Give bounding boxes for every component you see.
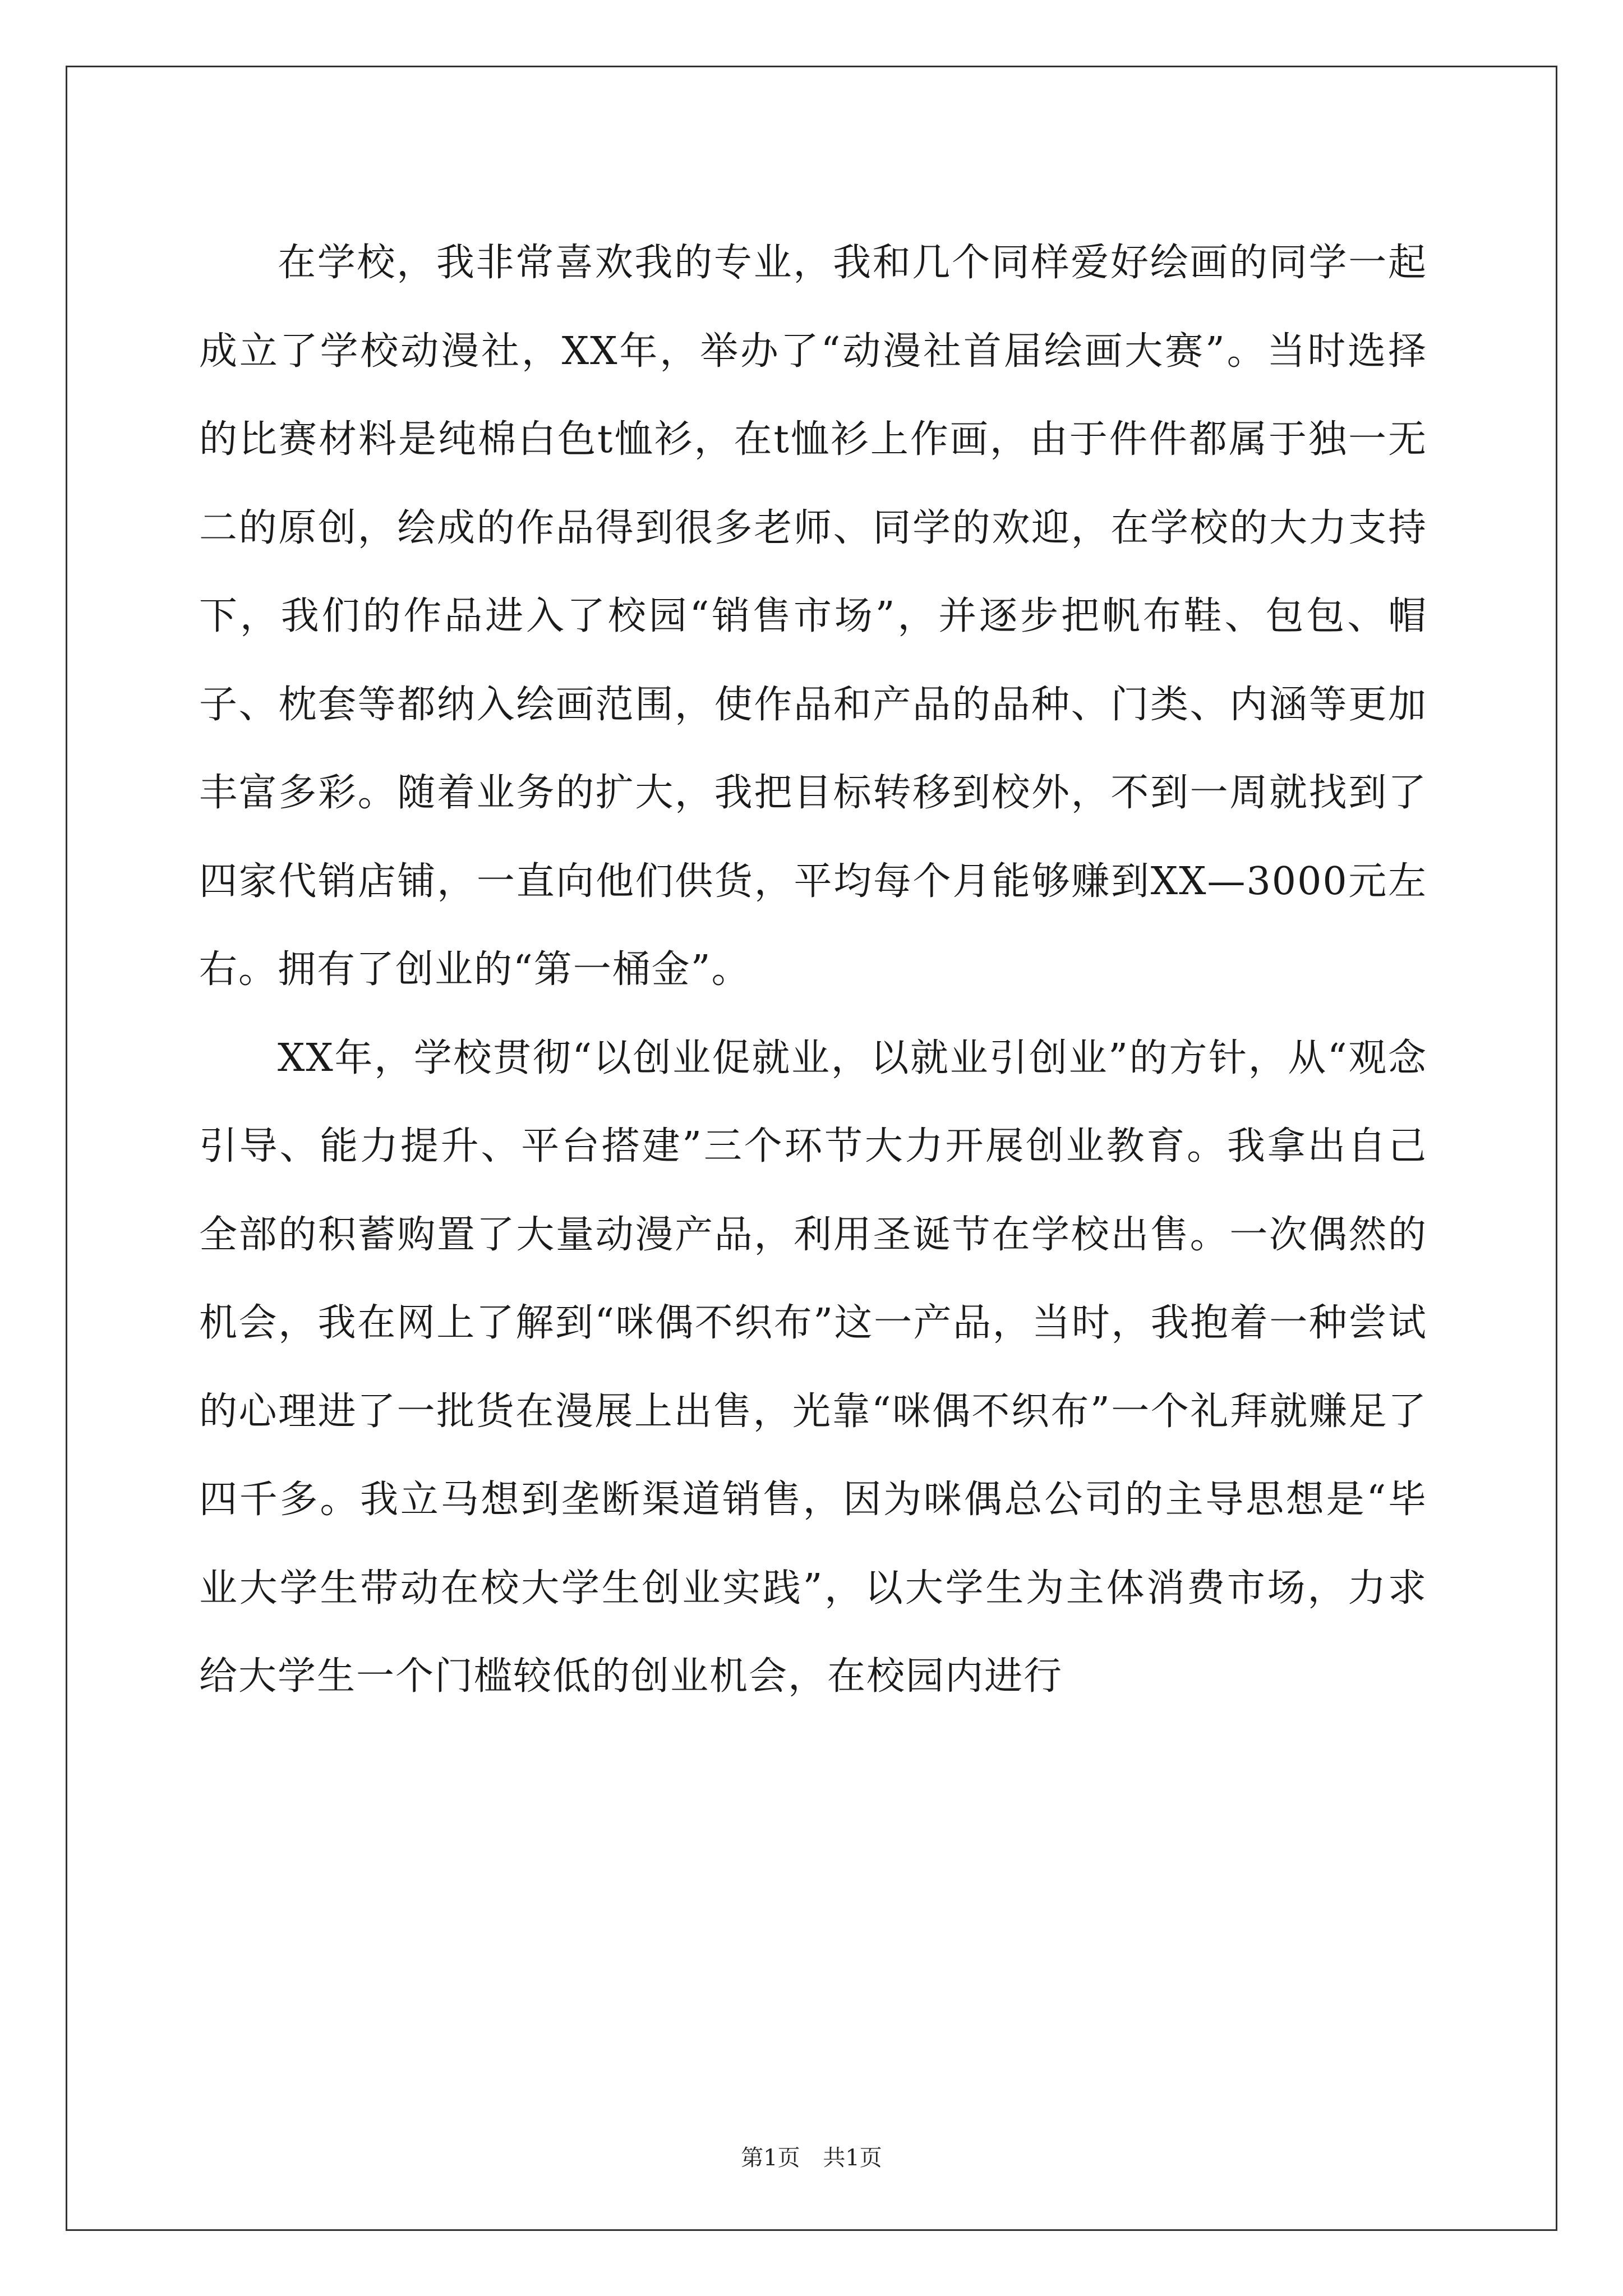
paragraph-1: 在学校，我非常喜欢我的专业，我和几个同样爱好绘画的同学一起成立了学校动漫社，XX年，举办了“动漫社首届绘画大赛”。当时选择的比赛材料是纯棉白色t恤衫，在t恤衫上作画，由于件件都属于独一无二的原创，绘成的作品得到很多老师、同学的欢迎，在学校的大力支持下，我们的作品进入了校园“销售市场”，并逐步把帆布鞋、包包、帽子、枕套等都纳入绘画范围，使作品和产品的品种、门类、内涵等更加丰富多彩。随着业务的扩大，我把目标转移到校外，不到一周就找到了四家代销店铺，一直向他们供货，平均每个月能够赚到XX—3000元左右。拥有了创业的“第一桶金”。 — [199, 241, 1427, 992]
page-footer — [0, 2140, 1623, 2172]
page-number-current: 第1页 — [741, 2145, 800, 2171]
page-number-total: 共1页 — [823, 2145, 882, 2171]
paragraph-2: XX年，学校贯彻“以创业促就业，以就业引创业”的方针，从“观念引导、能力提升、平台搭建”三个环节大力开展创业教育。我拿出自己全部的积蓄购置了大量动漫产品，利用圣诞节在学校出售。一次偶然的机会，我在网上了解到“咪偶不织布”这一产品，当时，我抱着一种尝试的心理进了一批货在漫展上出售，光靠“咪偶不织布”一个礼拜就赚足了四千多。我立马想到垄断渠道销售，因为咪偶总公司的主导思想是“毕业大学生带动在校大学生创业实践”，以大学生为主体消费市场，力求给大学生一个门槛较低的创业机会，在校园内进行 — [199, 1036, 1427, 1699]
document-body — [199, 219, 1427, 1721]
